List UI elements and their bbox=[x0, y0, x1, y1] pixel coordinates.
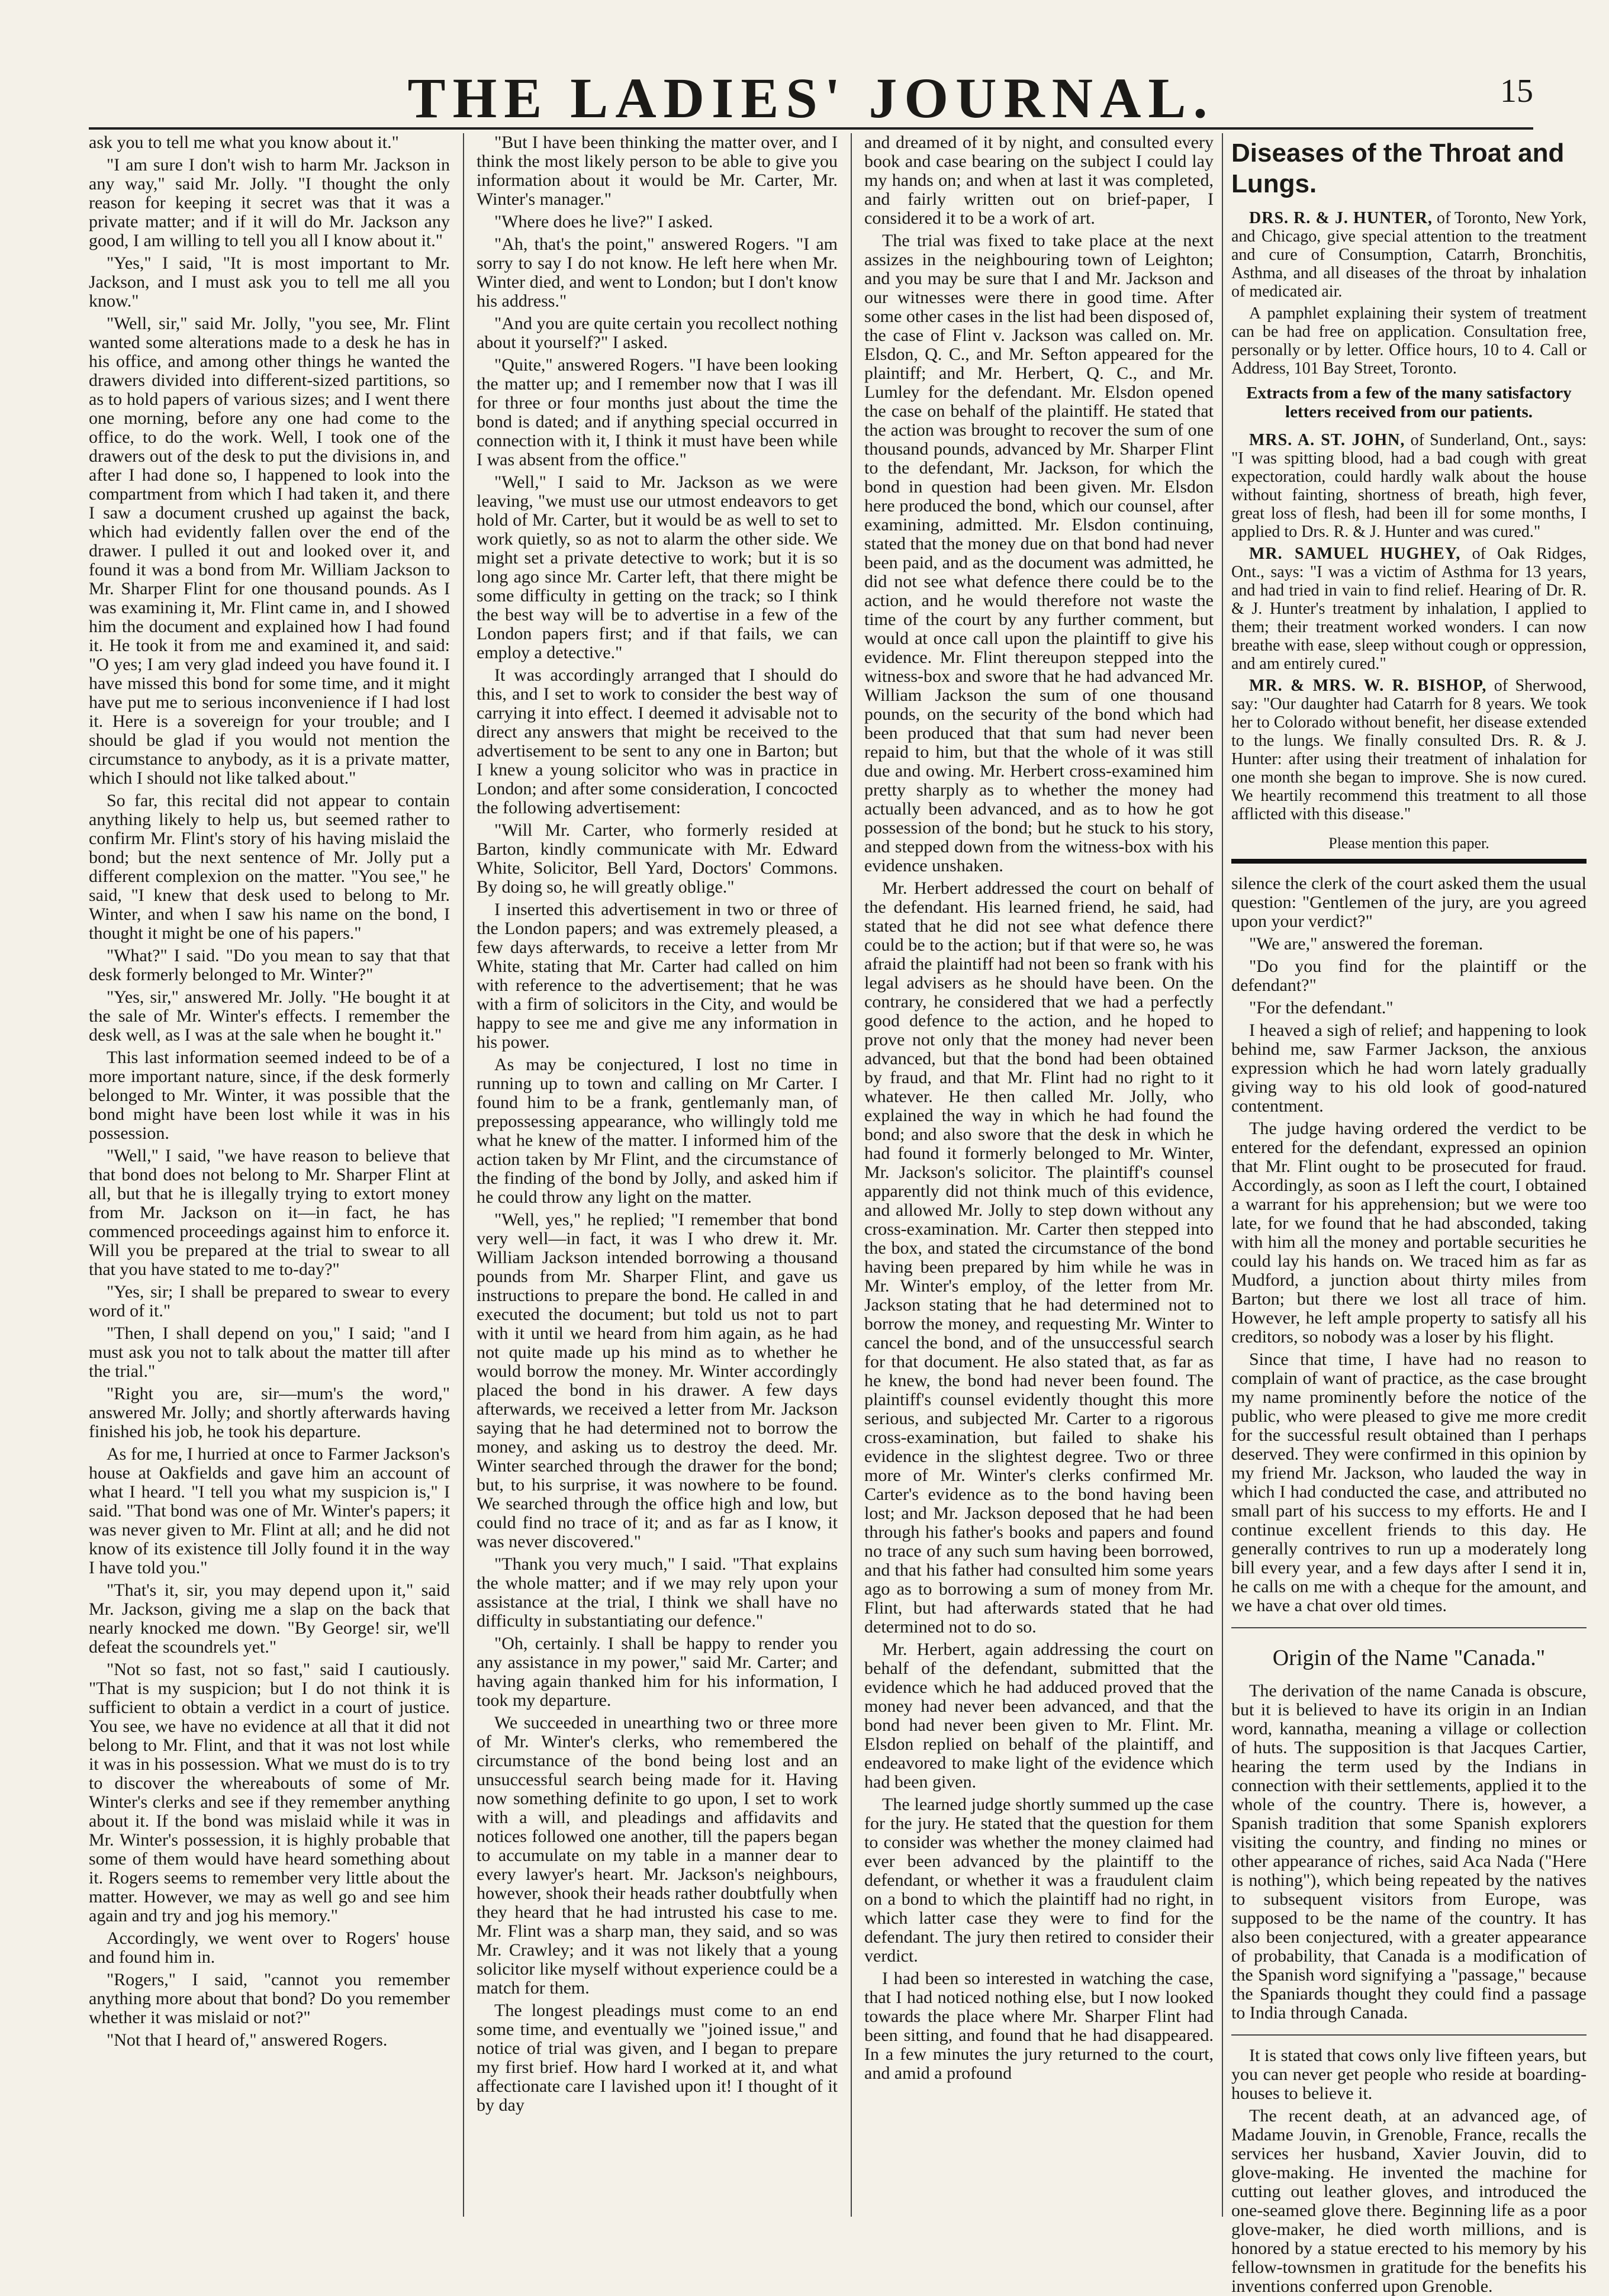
section-rule bbox=[1231, 859, 1587, 864]
advertisement-intro bbox=[1231, 209, 1587, 301]
advertisement-heading: Diseases of the Throat and Lungs. bbox=[1231, 139, 1565, 198]
article-column-2 bbox=[477, 133, 838, 2229]
masthead bbox=[89, 65, 1533, 130]
paragraph: ask you to tell me what you know about it." bbox=[89, 133, 399, 152]
paragraph: Mr. Herbert addressed the court on behalf of the defendant. His learned friend, he said, had stated that he did not see what defence there could be to the action; but if that were so, he was afraid the plaintiff had not been so frank with his legal advisers as he should have been. On the contrary, he considered that we had a perfectly good defence to the action, and he hoped to prove not only that the money had never been advanced, but that the bond had been obtained by fraud, and that Mr. Flint had no right to it whatever. He then called Mr. Jolly, who explained the way in which he had found the bond; and also swore that the desk in which he had found it formerly belonged to Mr. Winter, Mr. Jackson's solicitor. The plaintiff's counsel apparently did not think much of this evidence, and allowed Mr. Jolly to step down without any cross-examination. Mr. Carter then stepped into the box, and stated the circumstance of the bond having been prepared by him while he was in Mr. Winter's employ, of the letter from Mr. Jackson stating that he had determined not to borrow the money, and requesting Mr. Winter to cancel the bond, and of the unsuccessful search for that document. He also stated that, as far as he knew, the bond had never been found. The plaintiff's counsel evidently thought this more serious, and subjected Mr. Carter to a rigorous cross-examination, but failed to shake his evidence in the slightest degree. Two or three more of Mr. Winter's clerks confirmed Mr. Carter's evidence as to the bond having been lost; and Mr. Jackson deposed that he had been through his father's books and papers and found no trace of any such sum having been borrowed, and that his father had consulted him some years ago as to borrowing a sum of money from Mr. Flint, but had afterwards stated that he had determined not to do so. bbox=[864, 878, 1214, 1637]
advertisement-subheading: Extracts from a few of the many satisfactory letters received from our patients. bbox=[1246, 384, 1572, 421]
paragraph: "We are," answered the foreman. bbox=[1249, 934, 1484, 954]
section-heading: Origin of the Name "Canada." bbox=[1272, 1645, 1546, 1670]
advertisement-text: of Toronto, New York, and Chicago, give special attention to the treatment and cure of Consumption, Catarrh, Bronchitis, Asthma, and all diseases of the throat by inhalation of medicated air. bbox=[1231, 209, 1587, 301]
masthead-rule bbox=[89, 127, 1533, 130]
advertisement-note: Please mention this paper. bbox=[1328, 835, 1489, 852]
article-column-3 bbox=[864, 133, 1214, 2229]
page-number: 15 bbox=[1500, 73, 1533, 110]
paragraph: Since that time, I have had no reason to complain of want of practice, as the case brought my name prominently before the notice of the public, who were pleased to give me more credit for the successful result obtained than I perhaps deserved. They were confirmed in this opinion by my friend Mr. Jackson, who lauded the way in which I had conducted the case, and attributed no small part of his success to my efforts. He and I continue excellent friends to this day. He generally contrives to run up a moderately long bill every year, and a few days after I send it in, he calls on me with a cheque for the amount, and we have a chat over old times. bbox=[1231, 1350, 1587, 1615]
column-divider bbox=[1222, 133, 1223, 2217]
paragraph: "For the defendant." bbox=[1249, 998, 1394, 1017]
paragraph: "Right you are, sir—mum's the word," answered Mr. Jolly; and shortly afterwards having finished his job, he took his departure. bbox=[89, 1384, 450, 1441]
testimonial-name: MR. SAMUEL HUGHEY, bbox=[1249, 545, 1461, 563]
paragraph: "What?" I said. "Do you mean to say that that desk formerly belonged to Mr. Winter?" bbox=[89, 946, 450, 984]
testimonial bbox=[1231, 431, 1587, 541]
paragraph: "Do you find for the plaintiff or the defendant?" bbox=[1231, 957, 1587, 995]
paragraph: "I am sure I don't wish to harm Mr. Jackson in any way," said Mr. Jolly. "I thought the only reason for keeping it secret was that it was a private matter; and if it will do Mr. Jackson any good, I am willing to tell you all I know about it." bbox=[89, 155, 450, 250]
paragraph: It was accordingly arranged that I should do this, and I set to work to consider the best way of carrying it into effect. I deemed it advisable not to direct any answers that might be received to the advertisement to be sent to any one in Barton; but I knew a young solicitor who was in practice in London; and after some consideration, I concocted the following advertisement: bbox=[477, 665, 838, 817]
paragraph: The judge having ordered the verdict to be entered for the defendant, expressed an opinion that Mr. Flint ought to be prosecuted for fraud. Accordingly, as soon as I left the court, I obtained a warrant for his apprehension; but we were too late, for we found that he had absconded, taking with him all the money and portable securities he could lay his hands on. We traced him as far as Mudford, a junction about thirty miles from Barton; but there we lost all trace of him. However, he left ample property to satisfy all his creditors, so nobody was a loser by his flight. bbox=[1231, 1119, 1587, 1347]
column-divider bbox=[851, 133, 852, 2217]
testimonial-text: of Oak Ridges, Ont., says: "I was a victim of Asthma for 13 years, and had tried in vain to find relief. Hearing of Dr. R. & J. Hunter's treatment by inhalation, I applied to them; their treatment worked wonders. I can now breathe with ease, sleep without cough or oppression, and am entirely cured." bbox=[1231, 545, 1587, 673]
paragraph: The longest pleadings must come to an end some time, and eventually we "joined issue," and notice of trial was given, and I began to prepare my first brief. How hard I worked at it, and what affectionate care I lavished upon it! I thought of it by day bbox=[477, 2001, 838, 2115]
paragraph: The learned judge shortly summed up the case for the jury. He stated that the question for them to consider was whether the money claimed had ever been advanced by the plaintiff to the defendant, or whether it was a fraudulent claim on a bond to which the plaintiff had no right, in which latter case they were to find for the defendant. The jury then retired to consider their verdict. bbox=[864, 1795, 1214, 1966]
testimonial-text: of Sherwood, say: "Our daughter had Catarrh for 8 years. We took her to Colorado without benefit, her disease extended to the lungs. We finally consulted Drs. R. & J. Hunter: after using their treatment of inhalation for one month she began to improve. She is now cured. We heartily recommend this treatment to all those afflicted with this disease." bbox=[1231, 677, 1587, 823]
section-rule bbox=[1231, 1627, 1587, 1628]
paragraph: I heaved a sigh of relief; and happening to look behind me, saw Farmer Jackson, the anxious expression which he had worn lately gradually giving way to his old look of good-natured contentment. bbox=[1231, 1020, 1587, 1116]
paragraph: "But I have been thinking the matter over, and I think the most likely person to be able to give you information about it would be Mr. Carter, Mr. Winter's manager." bbox=[477, 133, 838, 209]
paragraph: "Well," I said, "we have reason to believe that that bond does not belong to Mr. Sharper Flint at all, but that he is illegally trying to extort money from Mr. Jackson on it—in fact, he has commenced proceedings against him to enforce it. Will you be prepared at the trial to swear to all that you have stated to me to-day?" bbox=[89, 1146, 450, 1279]
paragraph: As may be conjectured, I lost no time in running up to town and calling on Mr Carter. I found him to be a frank, gentlemanly man, of prepossessing appearance, who willingly told me what he knew of the matter. I informed him of the action taken by Mr Flint, and the circumstance of the finding of the bond by Jolly, and asked him if he could throw any light on the matter. bbox=[477, 1055, 838, 1207]
paragraph: "That's it, sir, you may depend upon it," said Mr. Jackson, giving me a slap on the back that nearly knocked me down. "By George! sir, we'll defeat the scoundrels yet." bbox=[89, 1580, 450, 1657]
section-rule bbox=[1231, 2034, 1587, 2036]
newspaper-title: THE LADIES' JOURNAL. bbox=[407, 66, 1215, 130]
article-column-1 bbox=[89, 133, 450, 2229]
paragraph: "Yes, sir," answered Mr. Jolly. "He bought it at the sale of Mr. Winter's effects. I remember the desk well, as I was at the sale when he bought it." bbox=[89, 987, 450, 1045]
paragraph: It is stated that cows only live fifteen years, but you can never get people who reside at boarding-houses to believe it. bbox=[1231, 2046, 1587, 2103]
paragraph: "Oh, certainly. I shall be happy to render you any assistance in my power," said Mr. Carter; and having again thanked him for his information, I took my departure. bbox=[477, 1634, 838, 1710]
paragraph: "And you are quite certain you recollect nothing about it yourself?" I asked. bbox=[477, 314, 838, 352]
testimonial-name: MR. & MRS. W. R. BISHOP, bbox=[1249, 677, 1487, 695]
advertiser-name: DRS. R. & J. HUNTER, bbox=[1249, 209, 1433, 227]
paragraph: and dreamed of it by night, and consulted every book and case bearing on the subject I could lay my hands on; and when at last it was completed, and fairly written out on brief-paper, I considered it to be a work of art. bbox=[864, 133, 1214, 228]
paragraph: The trial was fixed to take place at the next assizes in the neighbouring town of Leighton; and you may be sure that I and Mr. Jackson and our witnesses were there in good time. After some other cases in the list had been disposed of, the case of Flint v. Jackson was called on. Mr. Elsdon, Q. C., and Mr. Sefton appeared for the plaintiff; and Mr. Herbert, Q. C., and Mr. Lumley for the defendant. Mr. Elsdon opened the case on behalf of the plaintiff. He stated that the action was brought to recover the sum of one thousand pounds, advanced by Mr. Sharper Flint to the defendant, Mr. Jackson, for which the bond in question had been given. Mr. Elsdon here produced the bond, which our counsel, after examining, admitted. Mr. Elsdon continuing, stated that the money due on that bond had never been paid, and as the document was admitted, he did not see what defence there could be to the action, and he would therefore not waste the time of the court by any further comment, but would at once call upon the plaintiff to give his evidence. Mr. Flint thereupon stepped into the witness-box and swore that he had advanced Mr. William Jackson the sum of one thousand pounds, on the security of the bond which had been produced that that sum had never been repaid to him, but that the whole of it was still due and owing. Mr. Herbert cross-examined him pretty sharply as to whether the money had actually been advanced, and as to how he got possession of the bond; but he stuck to his story, and stepped down from the witness-box with his evidence unshaken. bbox=[864, 231, 1214, 875]
paragraph: "Then, I shall depend on you," I said; "and I must ask you not to talk about the matter till after the trial." bbox=[89, 1323, 450, 1381]
column-divider bbox=[463, 133, 464, 2217]
paragraph: We succeeded in unearthing two or three more of Mr. Winter's clerks, who remembered the circumstance of the bond being lost and an unsuccessful search being made for it. Having now something definite to go upon, I set to work with a will, and pleadings and affidavits and notices followed one another, till the papers began to accumulate on my table in a manner dear to every lawyer's heart. Mr. Jackson's neighbours, however, shook their heads rather doubtfully when they heard that he had intrusted his case to me. Mr. Flint was a sharp man, they said, and so was Mr. Crawley; and it was not likely that a young solicitor like myself without experience could be a match for them. bbox=[477, 1713, 838, 1998]
testimonial-name: MRS. A. ST. JOHN, bbox=[1249, 431, 1405, 449]
advertisement-intro-2: A pamphlet explaining their system of treatment can be had free on application. Consultation free, personally or by letter. Office hours, 10 to 4. Call or Address, 101 Bay Street, Toronto. bbox=[1231, 304, 1587, 378]
testimonial bbox=[1231, 545, 1587, 673]
paragraph: "Ah, that's the point," answered Rogers. "I am sorry to say I do not know. He left here when Mr. Winter died, and went to London; but I don't know his address." bbox=[477, 234, 838, 311]
paragraph: Mr. Herbert, again addressing the court on behalf of the defendant, submitted that the evidence which he had adduced proved that the money had never been advanced, and that the bond had never been given to Mr. Flint. Mr. Elsdon replied on behalf of the plaintiff, and endeavored to make light of the evidence which had been given. bbox=[864, 1640, 1214, 1792]
paragraph: "Yes, sir; I shall be prepared to swear to every word of it." bbox=[89, 1282, 450, 1321]
paragraph: "Thank you very much," I said. "That explains the whole matter; and if we may rely upon your assistance at the trial, I think we shall have no difficulty in substantiating our defence." bbox=[477, 1554, 838, 1631]
paragraph: I inserted this advertisement in two or three of the London papers; and was extremely pleased, a few days afterwards, to receive a letter from Mr White, stating that Mr. Carter had called on him with reference to the advertisement; that he was with a firm of solicitors in the City, and would be happy to see me and give me any information in his power. bbox=[477, 900, 838, 1052]
column-4 bbox=[1231, 133, 1587, 2296]
paragraph: I had been so interested in watching the case, that I had noticed nothing else, but I now looked towards the place where Mr. Sharper Flint had been sitting, and found that he had disappeared. In a few minutes the jury returned to the court, and amid a profound bbox=[864, 1969, 1214, 2083]
paragraph: "Well, sir," said Mr. Jolly, "you see, Mr. Flint wanted some alterations made to a desk he has in his office, and among other things he wanted the drawers divided into different-sized partitions, so as to hold papers of various sizes; and I went there one morning, before any one had come to the office, to do the work. Well, I took one of the drawers out of the desk to put the divisions in, and after I had done so, I happened to look into the compartment from which I had taken it, and there I saw a document crushed up against the back, which had evidently fallen over the end of the drawer. I pulled it out and looked over it, and found it was a bond from Mr. William Jackson to Mr. Sharper Flint for one thousand pounds. As I was examining it, Mr. Flint came in, and I showed him the document and explained how I had found it. He took it from me and examined it, and said: "O yes; I am very glad indeed you have found it. I have missed this bond for some time, and it might have put me to serious inconvenience if I had lost it. Here is a sovereign for your trouble; and I should be glad if you would not mention the circumstance to anybody, as it is a private matter, which I should not like talked about." bbox=[89, 314, 450, 788]
paragraph: The recent death, at an advanced age, of Madame Jouvin, in Grenoble, France, recalls the services her husband, Xavier Jouvin, did to glove-making. He invented the machine for cutting out leather gloves, and introduced the one-seamed glove there. Beginning life as a poor glove-maker, he died worth millions, and is honored by a statue erected to his memory by his fellow-townsmen in gratitude for the benefits his inventions conferred upon Grenoble. bbox=[1231, 2106, 1587, 2296]
paragraph: The derivation of the name Canada is obscure, but it is believed to have its origin in an Indian word, kannatha, meaning a village or collection of huts. The supposition is that Jacques Cartier, hearing the term used by the Indians in connection with their settlements, applied it to the whole of the country. There is, however, a Spanish tradition that some Spanish explorers visiting the country, and finding no mines or other appearance of riches, said Aca Nada ("Here is nothing"), which being repeated by the natives to subsequent visitors from Europe, was supposed to be the name of the country. It has also been conjectured, with a greater appearance of probability, that Canada is a modification of the Spanish word signifying a "passage," because the Spaniards thought they could find a passage to India through Canada. bbox=[1231, 1681, 1587, 2023]
paragraph: As for me, I hurried at once to Farmer Jackson's house at Oakfields and gave him an account of what I heard. "I tell you what my suspicion is," I said. "That bond was one of Mr. Winter's papers; it was never given to Mr. Flint at all; and he did not know of its existence till Jolly found it in the way I have told you." bbox=[89, 1444, 450, 1577]
paragraph: "Yes," I said, "It is most important to Mr. Jackson, and I must ask you to tell me all you know." bbox=[89, 253, 450, 311]
paragraph: Accordingly, we went over to Rogers' house and found him in. bbox=[89, 1928, 450, 1967]
paragraph: "Quite," answered Rogers. "I have been looking the matter up; and I remember now that I was ill for three or four months just about the time the bond is dated; and if anything special occurred in connection with it, I think it must have been while I was absent from the office." bbox=[477, 355, 838, 469]
paragraph: "Well, yes," he replied; "I remember that bond very well—in fact, it was I who drew it. Mr. William Jackson intended borrowing a thousand pounds from Mr. Sharper Flint, and gave us instructions to prepare the bond. He called in and executed the document; but told us not to part with it until we heard from him again, as he had not quite made up his mind as to whether he would borrow the money. Mr. Winter accordingly placed the bond in his drawer. A few days afterwards, we received a letter from Mr. Jackson saying that he had determined not to borrow the money, and asking us to destroy the deed. Mr. Winter searched through the drawer for the bond; but, to his surprise, it was nowhere to be found. We searched through the office high and low, but could find no trace of it; and as far as I know, it was never discovered." bbox=[477, 1210, 838, 1551]
paragraph: "Rogers," I said, "cannot you remember anything more about that bond? Do you remember whether it was mislaid or not?" bbox=[89, 1970, 450, 2027]
paragraph: silence the clerk of the court asked them the usual question: "Gentlemen of the jury, are you agreed upon your verdict?" bbox=[1231, 874, 1587, 931]
paragraph: "Not so fast, not so fast," said I cautiously. "That is my suspicion; but I do not think it is sufficient to obtain a verdict in a court of justice. You see, we have no evidence at all that it did not belong to Mr. Flint, and that it was not lost while it was in his possession. What we must do is to try to discover the whereabouts of some of Mr. Winter's clerks and see if they remember anything about it. If the bond was mislaid while it was in Mr. Winter's possession, it is highly probable that some of them would have heard something about it. Rogers seems to remember very little about the matter. However, we may as well go and see him again and try and jog his memory." bbox=[89, 1660, 450, 1925]
paragraph: "Well," I said to Mr. Jackson as we were leaving, "we must use our utmost endeavors to get hold of Mr. Carter, but it would be as well to set to work quietly, so as not to alarm the other side. We might set a private detective to work; but it is so long ago since Mr. Carter left, that there might be some difficulty in getting on the track; so I think the best way will be to advertise in a few of the London papers first; and if that fails, we can employ a detective." bbox=[477, 472, 838, 662]
paragraph: "Where does he live?" I asked. bbox=[494, 212, 713, 231]
paragraph: "Not that I heard of," answered Rogers. bbox=[107, 2030, 388, 2050]
paragraph: So far, this recital did not appear to contain anything likely to help us, but seemed rather to confirm Mr. Flint's story of his having mislaid the bond; but the next sentence of Mr. Jolly put a different complexion on the matter. "You see," he said, "I knew that desk used to belong to Mr. Winter, and when I saw his name on the bond, I thought it might be one of his papers." bbox=[89, 791, 450, 943]
paragraph: "Will Mr. Carter, who formerly resided at Barton, kindly communicate with Mr. Edward White, Solicitor, Bell Yard, Doctors' Commons. By doing so, he will greatly oblige." bbox=[477, 820, 838, 897]
testimonial bbox=[1231, 677, 1587, 823]
testimonial-text: of Sunderland, Ont., says: "I was spitting blood, had a bad cough with great expectoration, could hardly walk about the house without fainting, shortness of breath, high fever, great loss of flesh, had been ill for some months, I applied to Drs. R. & J. Hunter and was cured." bbox=[1231, 431, 1587, 541]
paragraph: This last information seemed indeed to be of a more important nature, since, if the desk formerly belonged to Mr. Winter, it was possible that the bond might have been lost while it was in his possession. bbox=[89, 1048, 450, 1143]
